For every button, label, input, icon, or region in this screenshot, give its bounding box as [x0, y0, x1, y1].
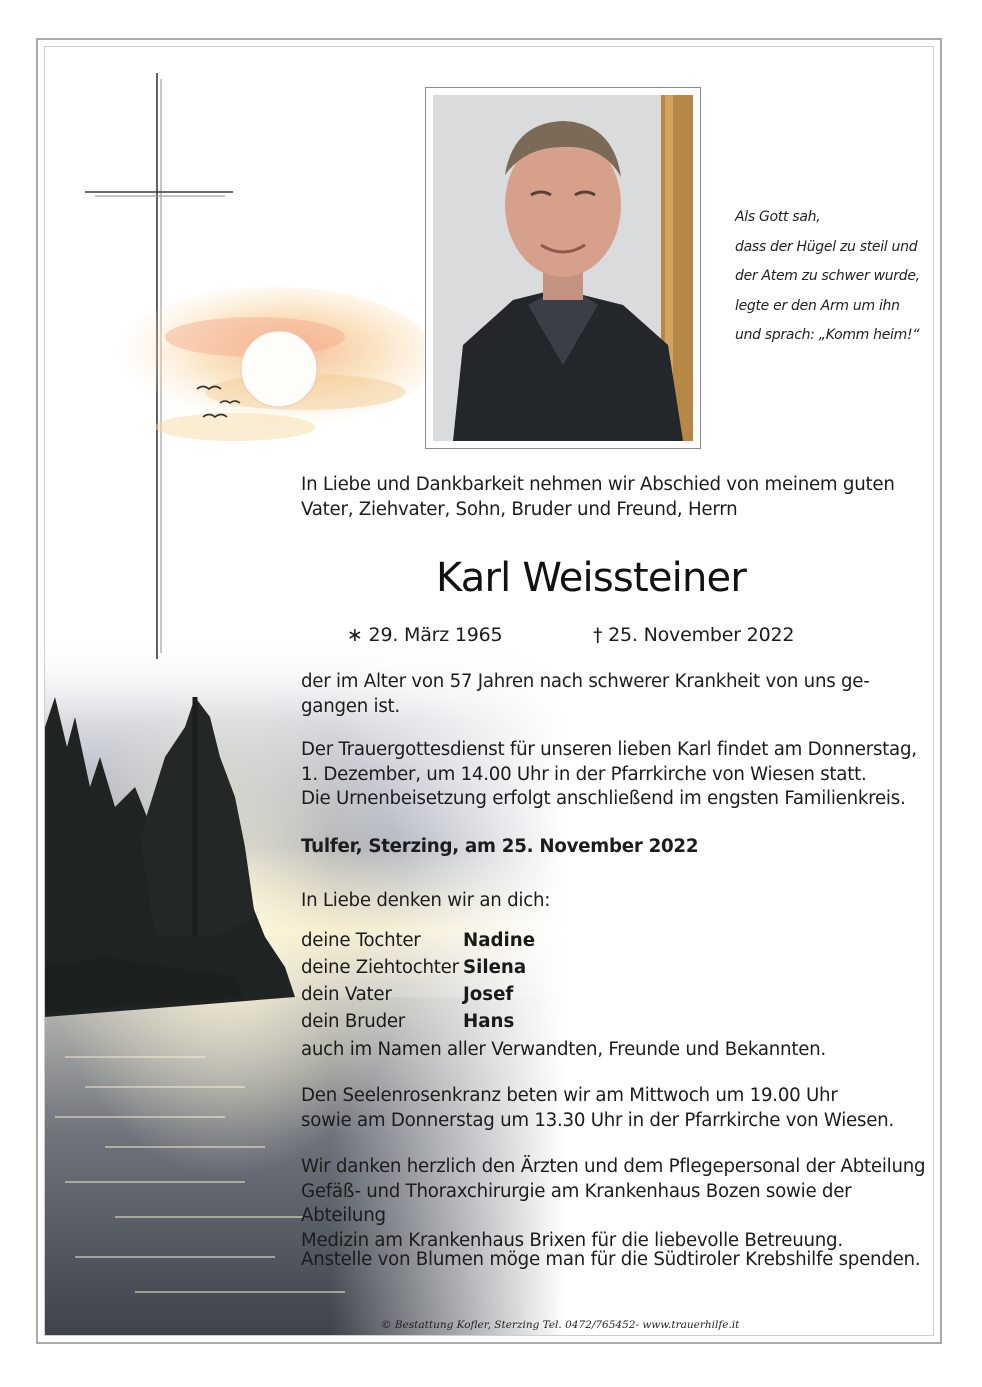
- intro-paragraph: [301, 473, 931, 522]
- funeral-home-footer: © Bestattung Kofler, Sterzing Tel. 0472/765452- www.trauerhilfe.it: [381, 1319, 740, 1331]
- thanks-line: Gefäß- und Thoraxchirurgie am Krankenhaus Bozen sowie der Abteilung: [301, 1180, 852, 1226]
- service-paragraph: [301, 738, 931, 812]
- thanks-line: Medizin am Krankenhaus Brixen für die liebevolle Betreuung.: [301, 1229, 843, 1251]
- intro-line: Vater, Ziehvater, Sohn, Bruder und Freund, Herrn: [301, 498, 738, 520]
- relatives-footer: auch im Namen aller Verwandten, Freunde und Bekannten.: [301, 1039, 826, 1060]
- thanks-line: Wir danken herzlich den Ärzten und dem Pflegepersonal der Abteilung: [301, 1156, 926, 1177]
- age-line: der im Alter von 57 Jahren nach schwerer Krankheit von uns ge-: [301, 671, 870, 692]
- relative-name: Silena: [463, 957, 527, 978]
- age-line: gangen ist.: [301, 695, 400, 717]
- rosary-paragraph: [301, 1084, 931, 1133]
- poem-line: dass der Hügel zu steil und: [735, 238, 918, 255]
- relative-name: Hans: [463, 1011, 515, 1032]
- rosary-line: Den Seelenrosenkranz beten wir am Mittwoch um 19.00 Uhr: [301, 1085, 838, 1106]
- portrait-photo: [433, 95, 693, 441]
- thanks-paragraph: [301, 1155, 931, 1253]
- portrait-photo-frame: [425, 87, 701, 449]
- donation-paragraph: Anstelle von Blumen möge man für die Südtiroler Krebshilfe spenden.: [301, 1249, 921, 1270]
- relative-relation: deine Ziehtochter: [301, 957, 459, 978]
- intro-line: In Liebe und Dankbarkeit nehmen wir Abschied von meinem guten: [301, 474, 895, 495]
- poem-line: legte er den Arm um ihn: [735, 297, 900, 314]
- age-paragraph: [301, 670, 931, 719]
- place-date: Tulfer, Sterzing, am 25. November 2022: [301, 836, 699, 857]
- rosary-line: sowie am Donnerstag um 13.30 Uhr in der Pfarrkirche von Wiesen.: [301, 1109, 894, 1131]
- death-date: † 25. November 2022: [593, 624, 795, 646]
- service-line: Die Urnenbeisetzung erfolgt anschließend im engsten Familienkreis.: [301, 788, 906, 809]
- birth-date: ∗ 29. März 1965: [347, 624, 503, 646]
- relative-relation: dein Vater: [301, 984, 392, 1005]
- poem-line: Als Gott sah,: [735, 209, 821, 225]
- relative-name: Josef: [463, 984, 514, 1005]
- relative-name: Nadine: [463, 930, 536, 951]
- relative-relation: dein Bruder: [301, 1011, 406, 1032]
- poem-line: der Atem zu schwer wurde,: [735, 268, 920, 284]
- deceased-name: Karl Weissteiner: [436, 555, 746, 601]
- remember-heading: In Liebe denken wir an dich:: [301, 890, 551, 911]
- service-line: Der Trauergottesdienst für unseren lieben Karl findet am Donnerstag,: [301, 739, 917, 760]
- poem-line: und sprach: „Komm heim!“: [735, 327, 920, 343]
- sunset-watercolor-image: [105, 277, 425, 467]
- poem-quote: [735, 203, 934, 351]
- service-line: 1. Dezember, um 14.00 Uhr in der Pfarrkirche von Wiesen statt.: [301, 763, 867, 785]
- relative-relation: deine Tochter: [301, 930, 421, 951]
- obituary-card: [44, 46, 934, 1336]
